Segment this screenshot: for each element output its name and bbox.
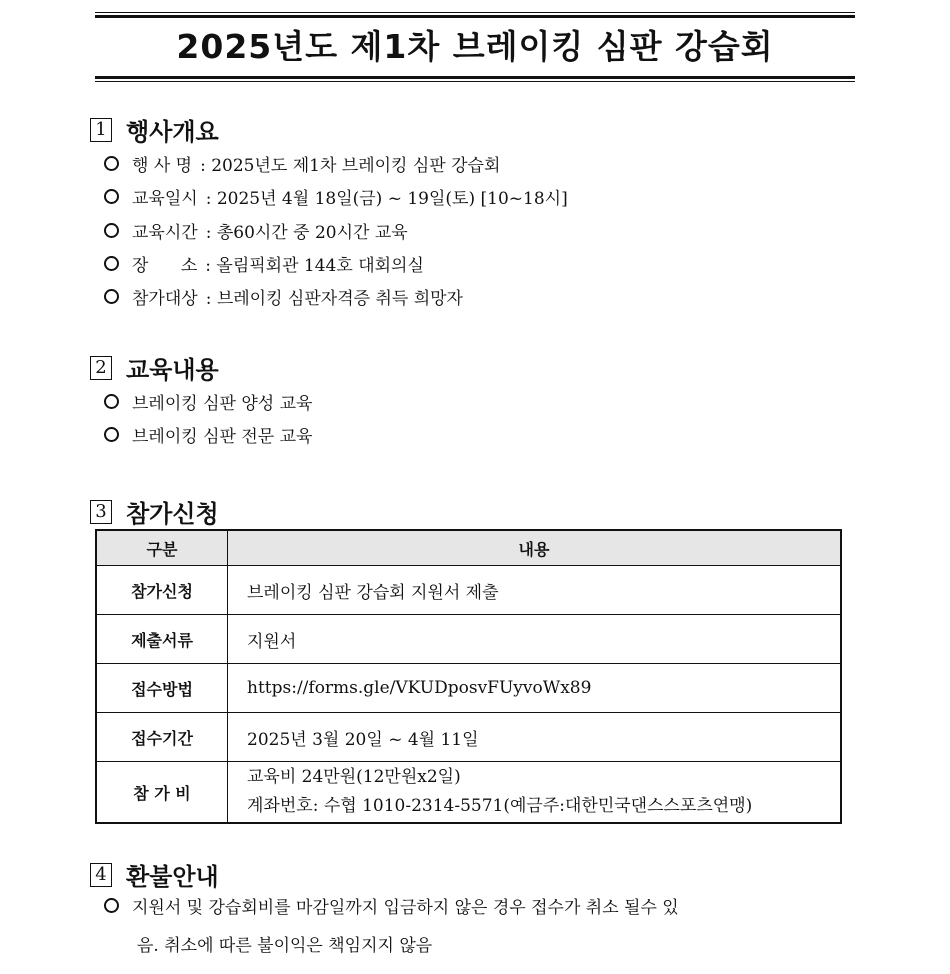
row-key: 접수기간 [96, 713, 228, 762]
overview-item [104, 251, 424, 276]
circle-bullet-icon [104, 256, 119, 271]
apply-table [95, 529, 842, 824]
page-title: 2025년도 제1차 브레이킹 심판 강습회 [176, 27, 774, 66]
section-heading-refund [90, 857, 219, 892]
overview-item [104, 284, 463, 309]
section-title: 행사개요 [126, 118, 219, 146]
overview-label: 행 사 명 [132, 156, 193, 176]
section-heading-content [90, 350, 219, 385]
circle-bullet-icon [104, 189, 119, 204]
section-title: 교육내용 [126, 356, 219, 384]
title-rule-bottom [95, 81, 855, 82]
circle-bullet-icon [104, 898, 119, 913]
title-block [95, 12, 855, 82]
content-item [104, 389, 312, 414]
refund-text-2: 음. 취소에 따른 불이익은 책임지지 않음 [137, 936, 433, 956]
table-row [96, 566, 841, 615]
circle-bullet-icon [104, 223, 119, 238]
section-title: 환불안내 [126, 863, 219, 891]
content-item [104, 422, 312, 447]
overview-value: : 2025년 4월 18일(금) ~ 19일(토) [10~18시] [205, 189, 568, 209]
registration-link[interactable]: https://forms.gle/VKUDposvFUyvoWx89 [228, 664, 842, 713]
overview-label: 교육일시 [132, 189, 198, 209]
circle-bullet-icon [104, 394, 119, 409]
row-value: 브레이킹 심판 강습회 지원서 제출 [228, 566, 842, 615]
table-row [96, 664, 841, 713]
refund-line [104, 893, 864, 918]
overview-value: : 2025년도 제1차 브레이킹 심판 강습회 [200, 156, 501, 176]
bank-account-line: 계좌번호: 수협 1010-2314-5571(예금주:대한민국댄스스포츠연맹) [247, 796, 753, 816]
title-rule-top [95, 12, 855, 13]
section-heading-overview [90, 112, 219, 147]
refund-text-1: 지원서 및 강습회비를 마감일까지 입금하지 않은 경우 접수가 취소 될수 있 [132, 898, 679, 918]
section-number: 2 [90, 356, 112, 380]
table-row-fee [96, 762, 841, 824]
fee-value [228, 762, 842, 824]
section-number: 1 [90, 118, 112, 142]
overview-label: 장 소 [132, 256, 198, 276]
overview-item [104, 218, 408, 243]
section-number: 3 [90, 500, 112, 524]
circle-bullet-icon [104, 156, 119, 171]
table-header-row [96, 530, 841, 566]
row-value: 지원서 [228, 615, 842, 664]
overview-value: : 총60시간 중 20시간 교육 [205, 223, 408, 243]
table-header-category: 구분 [96, 530, 228, 566]
row-key: 접수방법 [96, 664, 228, 713]
overview-item [104, 151, 500, 176]
circle-bullet-icon [104, 427, 119, 442]
title-rule-bottom-thick [95, 76, 855, 79]
section-number: 4 [90, 863, 112, 887]
row-key: 참 가 비 [96, 762, 228, 824]
row-key: 제출서류 [96, 615, 228, 664]
content-text: 브레이킹 심판 전문 교육 [132, 427, 313, 447]
circle-bullet-icon [104, 289, 119, 304]
fee-line: 교육비 24만원(12만원x2일) [247, 767, 461, 787]
row-key: 참가신청 [96, 566, 228, 615]
overview-value: : 올림픽회관 144호 대회의실 [205, 256, 424, 276]
content-text: 브레이킹 심판 양성 교육 [132, 394, 313, 414]
refund-notice [104, 893, 864, 956]
overview-label: 교육시간 [132, 223, 198, 243]
overview-item [104, 184, 568, 209]
table-row [96, 615, 841, 664]
section-heading-apply [90, 494, 219, 529]
section-title: 참가신청 [126, 500, 219, 528]
table-row [96, 713, 841, 762]
overview-label: 참가대상 [132, 289, 198, 309]
overview-value: : 브레이킹 심판자격증 취득 희망자 [205, 289, 463, 309]
row-value: 2025년 3월 20일 ~ 4월 11일 [228, 713, 842, 762]
table-header-content: 내용 [228, 530, 842, 566]
